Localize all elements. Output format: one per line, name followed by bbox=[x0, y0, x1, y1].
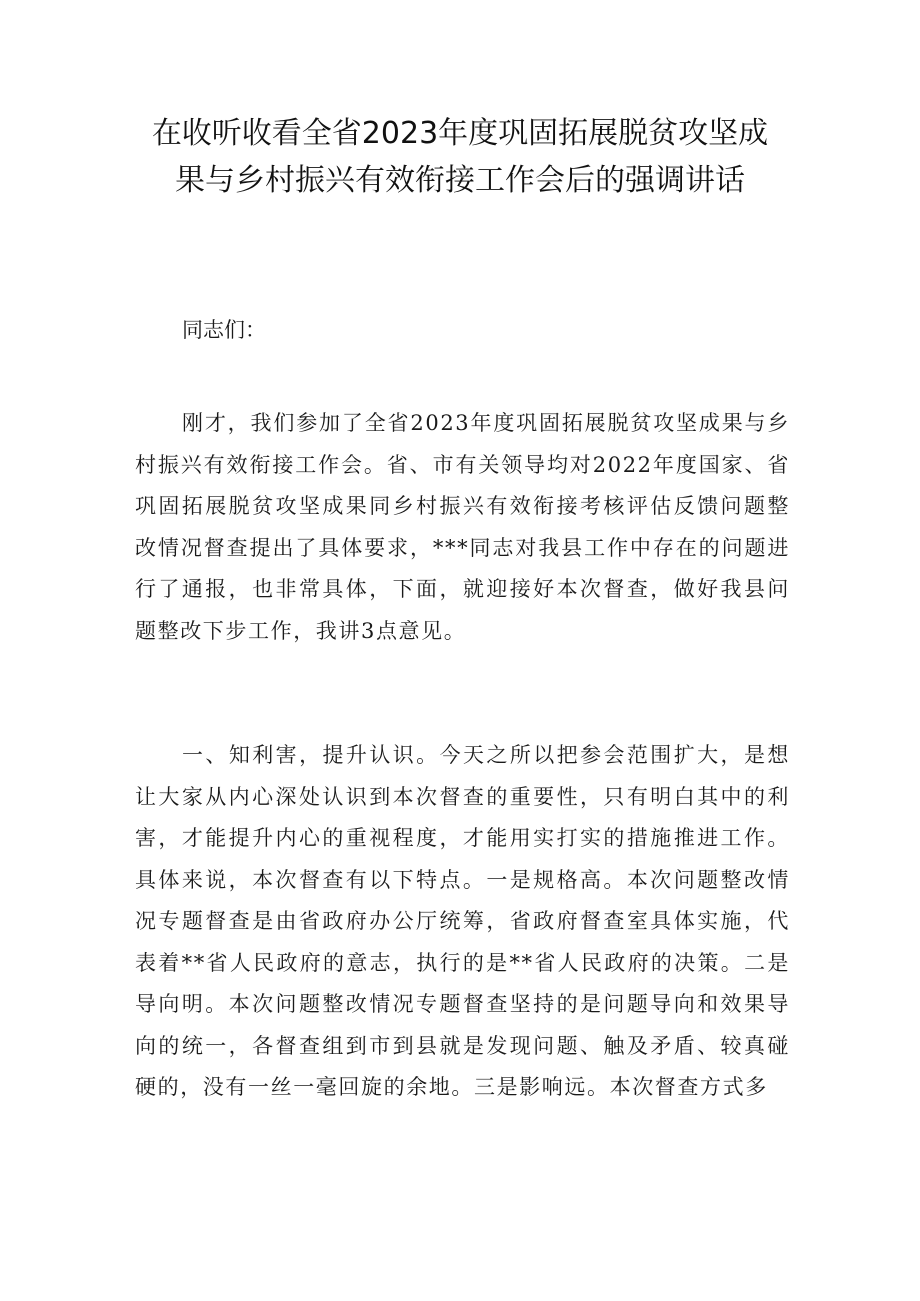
salutation: 同志们： bbox=[182, 318, 266, 342]
paragraph-2: 一、知利害，提升认识。今天之所以把参会范围扩大，是想让大家从内心深处认识到本次督查的重要性，只有明白其中的利害，才能提升内心的重视程度，才能用实打实的措施推进工作。具体来说，本次督查有以下特点。一是规格高。本次问题整改情况专题督查是由省政府办公厅统筹，省政府督查室具体实施，代表着**省人民政府的意志，执行的是**省人民政府的决策。二是导向明。本次问题整改情况专题督查坚持的是问题导向和效果导向的统一，各督查组到市到县就是发现问题、触及矛盾、较真碰硬的，没有一丝一毫回旋的余地。三是影响远。本次督查方式多 bbox=[135, 743, 790, 1099]
document-title: 在收听收看全省2023年度巩固拓展脱贫攻坚成果与乡村振兴有效衔接工作会后的强调讲话 bbox=[151, 116, 769, 198]
paragraph-1: 刚才，我们参加了全省2023年度巩固拓展脱贫攻坚成果与乡村振兴有效衔接工作会。省、市有关领导均对2022年度国家、省巩固拓展脱贫攻坚成果同乡村振兴有效衔接考核评估反馈问题整改情况督查提出了具体要求，***同志对我县工作中存在的问题进行了通报，也非常具体，下面，就迎接好本次督查，做好我县问题整改下步工作，我讲3点意见。 bbox=[135, 411, 790, 643]
